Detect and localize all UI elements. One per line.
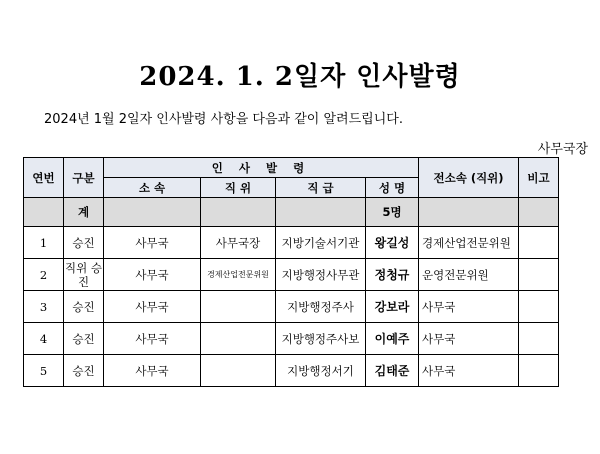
row-no: 1 — [24, 227, 64, 259]
row-position: 사무국장 — [201, 227, 276, 259]
row-no: 4 — [24, 323, 64, 355]
total-row — [24, 198, 559, 227]
header-position: 직 위 — [201, 178, 276, 198]
row-former: 사무국 — [419, 323, 519, 355]
sender-label: 사무국장 — [537, 142, 588, 157]
personnel-table — [23, 157, 559, 387]
row-category: 승진 — [64, 323, 104, 355]
row-former: 사무국 — [419, 291, 519, 323]
row-position — [201, 355, 276, 387]
row-category: 승진 — [64, 355, 104, 387]
row-position — [201, 323, 276, 355]
header-name: 성 명 — [366, 178, 419, 198]
header-dept: 소 속 — [104, 178, 201, 198]
row-former: 운영전문위원 — [419, 259, 519, 291]
row-note — [519, 259, 559, 291]
row-name: 김태준 — [366, 355, 419, 387]
intro-text: 2024년 1월 2일자 인사발령 사항을 다음과 같이 알려드립니다. — [44, 112, 403, 127]
header-no: 연번 — [24, 158, 64, 198]
row-name: 왕길성 — [366, 227, 419, 259]
row-grade: 지방기술서기관 — [276, 227, 366, 259]
row-note — [519, 291, 559, 323]
row-position: 경제산업전문위원 — [201, 259, 276, 291]
row-no: 5 — [24, 355, 64, 387]
row-grade: 지방행정주사보 — [276, 323, 366, 355]
row-category: 승진 — [64, 227, 104, 259]
header-grade: 직 급 — [276, 178, 366, 198]
row-note — [519, 355, 559, 387]
table-row — [24, 259, 559, 291]
row-former: 경제산업전문위원 — [419, 227, 519, 259]
row-note — [519, 227, 559, 259]
row-dept: 사무국 — [104, 355, 201, 387]
page-title: 2024. 1. 2일자 인사발령 — [139, 62, 461, 92]
row-grade: 지방행정주사 — [276, 291, 366, 323]
table-row — [24, 291, 559, 323]
table-row — [24, 323, 559, 355]
row-name: 강보라 — [366, 291, 419, 323]
table-row — [24, 355, 559, 387]
row-grade: 지방행정사무관 — [276, 259, 366, 291]
row-former: 사무국 — [419, 355, 519, 387]
row-grade: 지방행정서기 — [276, 355, 366, 387]
row-note — [519, 323, 559, 355]
total-label: 계 — [64, 198, 104, 227]
header-category: 구분 — [64, 158, 104, 198]
table-row — [24, 227, 559, 259]
row-no: 2 — [24, 259, 64, 291]
header-appointment-group: 인 사 발 령 — [104, 158, 419, 178]
row-dept: 사무국 — [104, 291, 201, 323]
row-position — [201, 291, 276, 323]
row-dept: 사무국 — [104, 227, 201, 259]
row-no: 3 — [24, 291, 64, 323]
row-category: 직위 승진 — [65, 260, 102, 289]
total-count: 5명 — [366, 198, 419, 227]
row-name: 이예주 — [366, 323, 419, 355]
header-former-dept: 전소속 (직위) — [419, 158, 519, 198]
row-dept: 사무국 — [104, 259, 201, 291]
row-dept: 사무국 — [104, 323, 201, 355]
header-note: 비고 — [519, 158, 559, 198]
row-category: 승진 — [64, 291, 104, 323]
row-name: 정청규 — [366, 259, 419, 291]
